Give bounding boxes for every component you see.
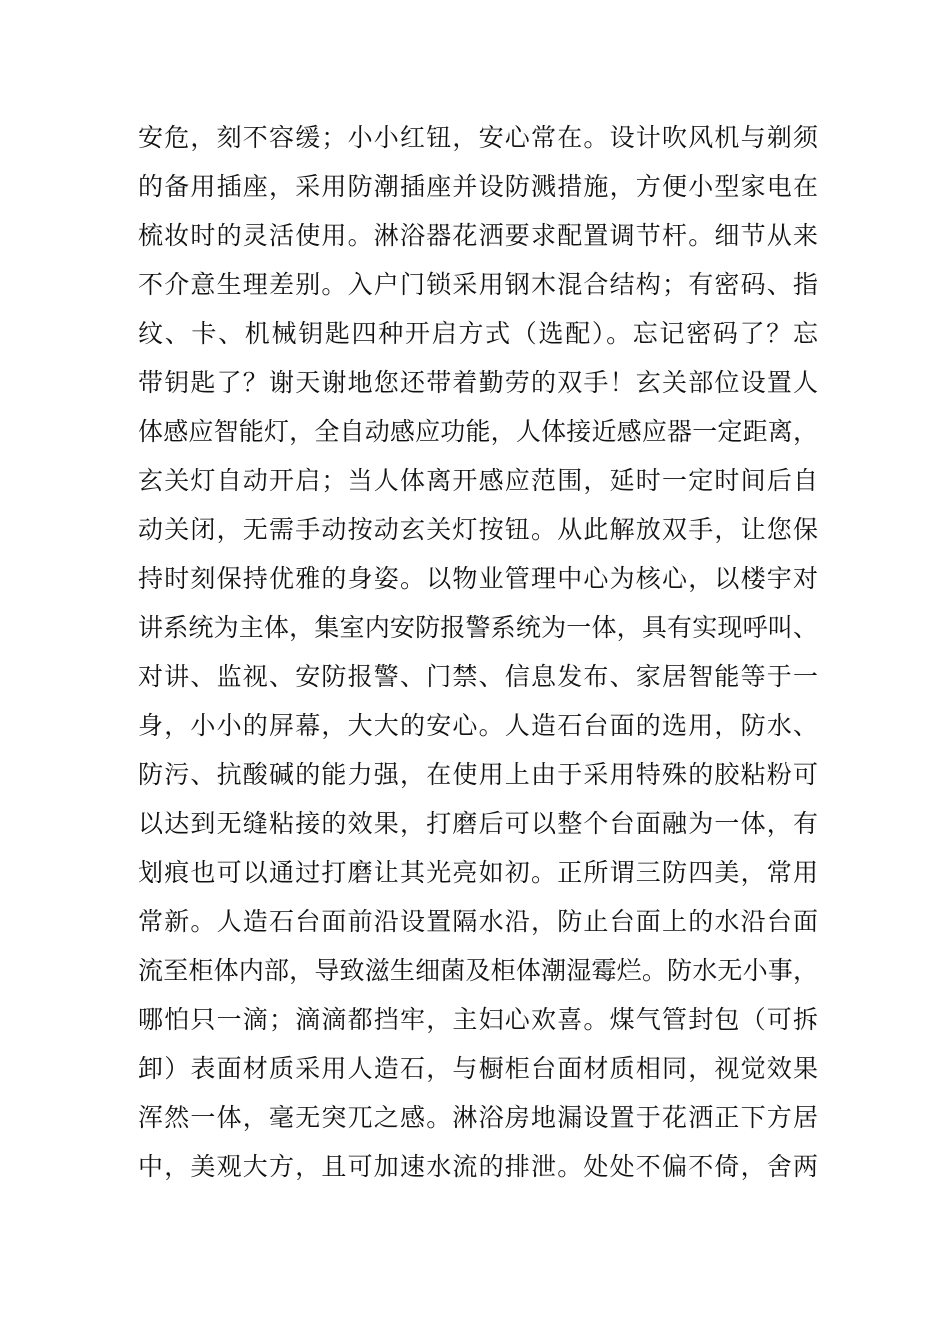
text-line: 纹、卡、机械钥匙四种开启方式（选配）。忘记密码了？忘 <box>138 319 818 348</box>
text-line: 常新。人造石台面前沿设置隔水沿，防止台面上的水沿台面 <box>138 907 818 936</box>
text-line: 划痕也可以通过打磨让其光亮如初。正所谓三防四美，常用 <box>138 858 818 887</box>
text-line: 不介意生理差别。入户门锁采用钢木混合结构；有密码、指 <box>138 270 818 299</box>
text-line: 动关闭，无需手动按动玄关灯按钮。从此解放双手，让您保 <box>138 515 818 544</box>
text-line: 的备用插座，采用防潮插座并设防溅措施，方便小型家电在 <box>138 172 818 201</box>
text-line: 讲系统为主体，集室内安防报警系统为一体，具有实现呼叫、 <box>138 613 818 642</box>
body-text <box>138 113 818 1191</box>
text-line: 卸）表面材质采用人造石，与橱柜台面材质相同，视觉效果 <box>138 1054 818 1083</box>
text-line: 对讲、监视、安防报警、门禁、信息发布、家居智能等于一 <box>138 662 818 691</box>
text-line: 流至柜体内部，导致滋生细菌及柜体潮湿霉烂。防水无小事， <box>138 956 818 985</box>
text-line: 梳妆时的灵活使用。淋浴器花洒要求配置调节杆。细节从来 <box>138 221 818 250</box>
text-line: 中，美观大方，且可加速水流的排泄。处处不偏不倚，舍两 <box>138 1152 818 1181</box>
text-line: 持时刻保持优雅的身姿。以物业管理中心为核心，以楼宇对 <box>138 564 818 593</box>
text-line: 安危，刻不容缓；小小红钮，安心常在。设计吹风机与剃须 <box>138 123 818 152</box>
text-line: 哪怕只一滴；滴滴都挡牢，主妇心欢喜。煤气管封包（可拆 <box>138 1005 818 1034</box>
text-line: 带钥匙了？谢天谢地您还带着勤劳的双手！玄关部位设置人 <box>138 368 818 397</box>
text-line: 以达到无缝粘接的效果，打磨后可以整个台面融为一体，有 <box>138 809 818 838</box>
text-line: 浑然一体，毫无突兀之感。淋浴房地漏设置于花洒正下方居 <box>138 1103 818 1132</box>
text-line: 身，小小的屏幕，大大的安心。人造石台面的选用，防水、 <box>138 711 818 740</box>
text-line: 体感应智能灯，全自动感应功能，人体接近感应器一定距离， <box>138 417 818 446</box>
text-line: 玄关灯自动开启；当人体离开感应范围，延时一定时间后自 <box>138 466 818 495</box>
text-line: 防污、抗酸碱的能力强，在使用上由于采用特殊的胶粘粉可 <box>138 760 818 789</box>
